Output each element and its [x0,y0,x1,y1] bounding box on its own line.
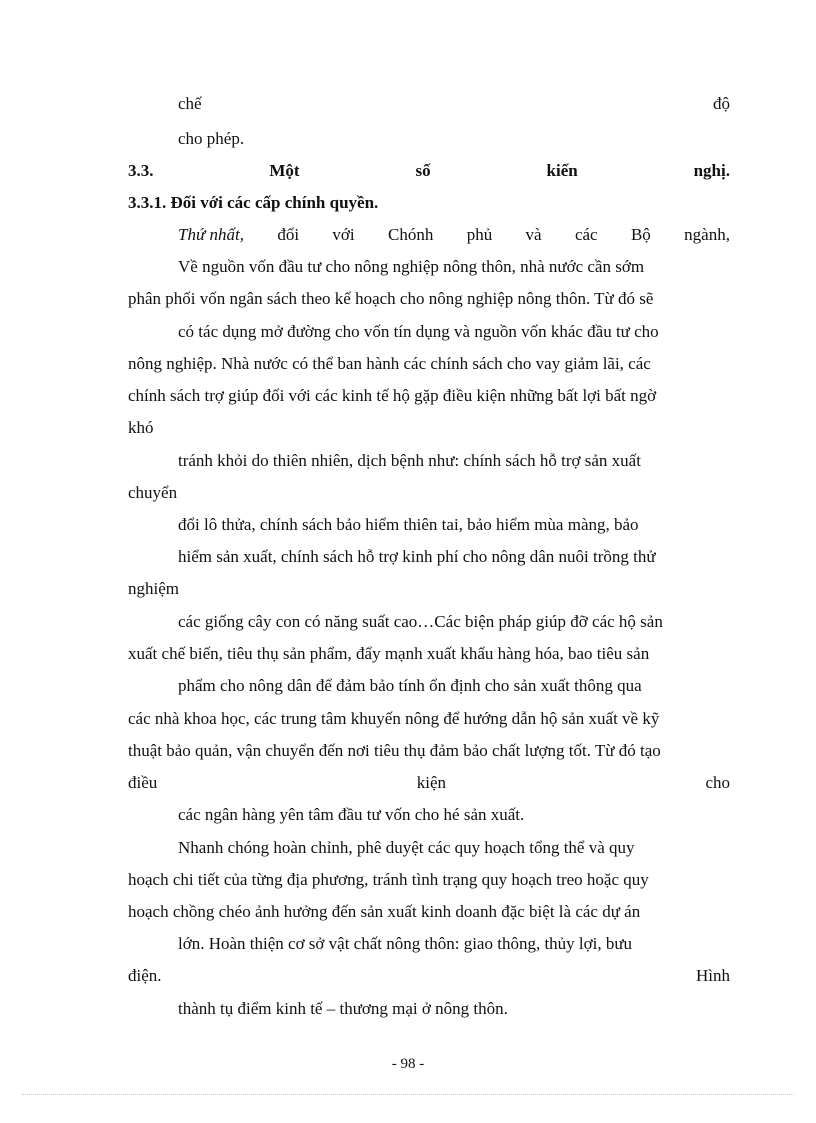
text-line: thành tụ điểm kinh tế – thương mại ở nông thôn. [178,999,508,1018]
word: Chónh [387,225,434,244]
text-line: xuất chế biến, tiêu thụ sản phẩm, đẩy mạnh xuất khẩu hàng hóa, bao tiêu sản [128,644,650,663]
text-line [178,88,730,120]
word: điều [128,773,158,792]
text-line [128,767,730,799]
section-heading [128,155,730,187]
text-line: các nhà khoa học, các trung tâm khuyến nông để hướng dẫn hộ sản xuất về kỹ [128,709,660,728]
word: ngành, [684,225,730,244]
text-line: các ngân hàng yên tâm đầu tư vốn cho hé sản xuất. [178,805,525,824]
text-line: thuật bảo quản, vận chuyển đến nơi tiêu thụ đảm bảo chất lượng tốt. Từ đó tạo [128,741,661,760]
word: phủ [466,225,493,244]
word: điện. [128,966,162,985]
word: Một [269,161,300,180]
word: kiến [546,161,578,180]
word: Hình [696,966,730,985]
text-line: Nhanh chóng hoàn chỉnh, phê duyệt các quy hoạch tổng thể và quy [178,838,635,857]
text-line: tránh khỏi do thiên nhiên, dịch bệnh như: chính sách hỗ trợ sản xuất [178,451,641,470]
word: nghị. [693,161,730,180]
word: độ [713,94,730,113]
text-line: Về nguồn vốn đầu tư cho nông nghiệp nông thôn, nhà nước cần sớm [178,257,645,276]
text-line: cho phép. [178,129,245,148]
text-line: phân phối vốn ngân sách theo kế hoạch cho nông nghiệp nông thôn. Từ đó sẽ [128,289,654,308]
word: với [332,225,355,244]
word: Thứ nhất, [178,225,244,244]
word: kiện [416,773,446,792]
text-line: nghiệm [128,579,179,598]
page-number: - 98 - [391,1056,425,1072]
page-bottom-divider [22,1094,794,1095]
text-line: có tác dụng mở đường cho vốn tín dụng và nguồn vốn khác đầu tư cho [178,322,659,341]
word: các [574,225,598,244]
text-line: nông nghiệp. Nhà nước có thể ban hành các chính sách cho vay giảm lãi, các [128,354,651,373]
word: 3.3. [128,161,154,180]
word: chế [178,94,202,113]
word: và [525,225,542,244]
text-line: các giống cây con có năng suất cao…Các biện pháp giúp đỡ các hộ sản [178,612,663,631]
text-line: hiểm sản xuất, chính sách hỗ trợ kinh phí cho nông dân nuôi trồng thử [178,547,656,566]
subsection-heading: 3.3.1. Đối với các cấp chính quyền. [128,193,379,212]
word: đối [277,225,300,244]
text-line [128,960,730,992]
text-line [178,219,730,251]
text-line: chuyển [128,483,178,502]
text-line: chính sách trợ giúp đối với các kinh tế hộ gặp điều kiện những bất lợi bất ngờ [128,386,657,405]
text-line: lớn. Hoàn thiện cơ sở vật chất nông thôn: giao thông, thủy lợi, bưu [178,934,633,953]
text-line: phẩm cho nông dân để đảm bảo tính ổn định cho sản xuất thông qua [178,676,642,695]
text-line: hoạch chi tiết của từng địa phương, tránh tình trạng quy hoạch treo hoặc quy [128,870,649,889]
text-line: hoạch chồng chéo ảnh hưởng đến sản xuất kinh doanh đặc biệt là các dự án [128,902,641,921]
word: cho [705,773,730,792]
text-line: khó [128,418,154,437]
word: số [415,161,431,180]
text-line: đổi lô thửa, chính sách bảo hiểm thiên tai, bảo hiểm mùa màng, bảo [178,515,639,534]
word: Bộ [630,225,651,244]
